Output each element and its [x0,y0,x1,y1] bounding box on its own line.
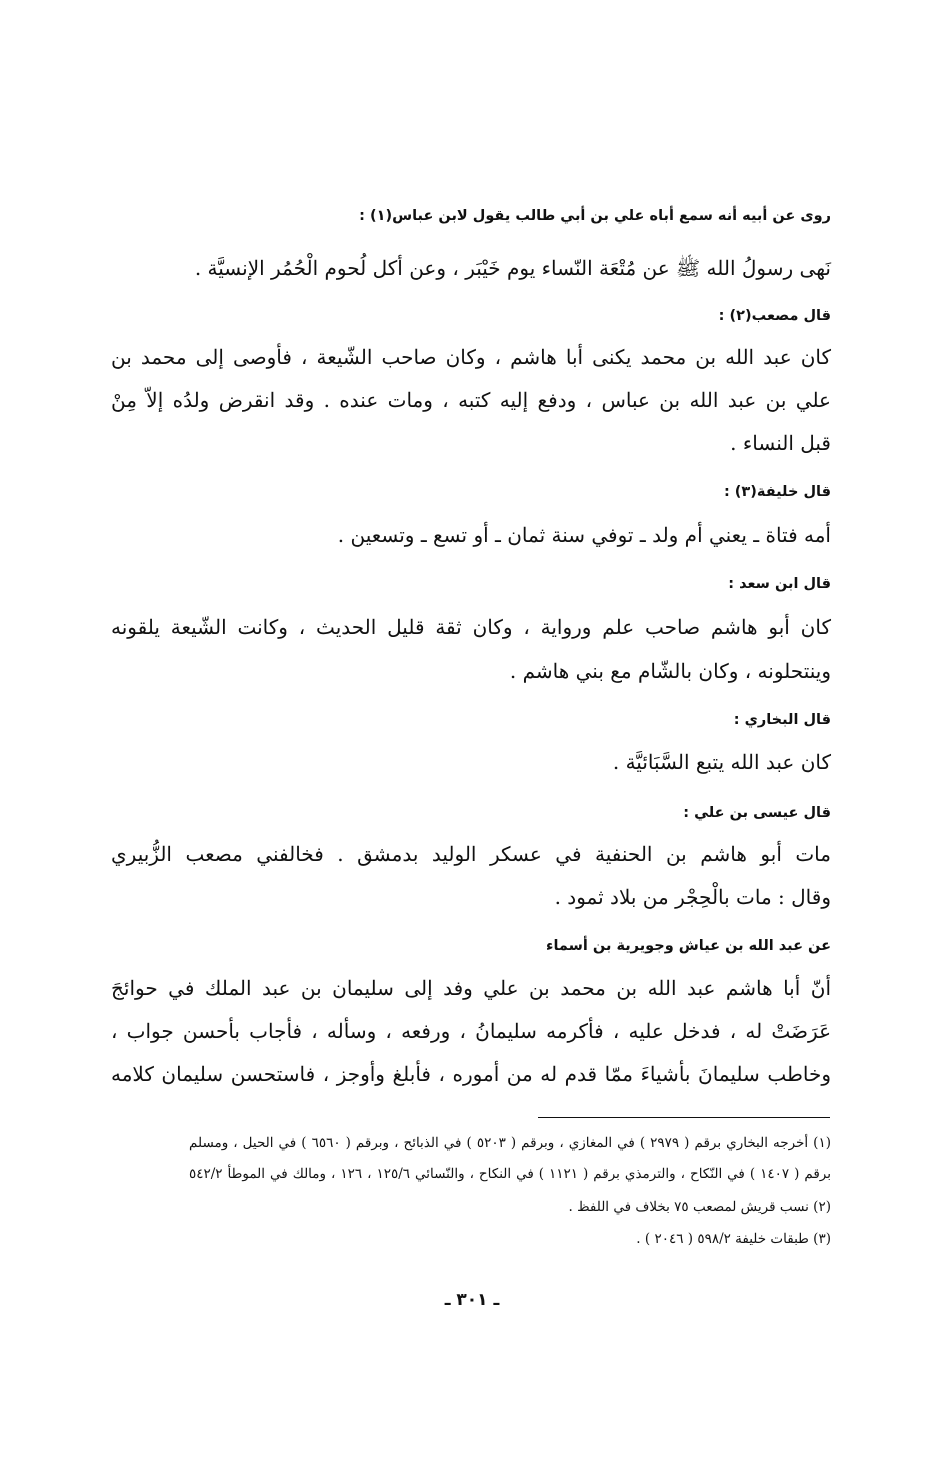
text-line: كان أبو هاشم صاحب علم ورواية ، وكان ثقة قليل الحديث ، وكانت الشّيعة يلقونه [111,615,831,639]
text-line: وينتحلونه ، وكان بالشّام مع بني هاشم . [509,659,831,683]
text-line: قبل النساء . [730,431,831,455]
section-heading: قال ابن سعد : [728,576,831,592]
text-line: أمه فتاة ـ يعني أم ولد ـ توفي سنة ثمان ـ أو تسع ـ وتسعين . [337,523,831,547]
text-line: مات أبو هاشم بن الحنفية في عسكر الوليد بدمشق . فخالفني مصعب الزُّبيري [111,842,831,866]
section-heading: قال خليفة(٣) : [723,484,831,500]
text-line: وقال : مات بالْحِجْر من بلاد ثمود . [554,885,831,909]
page-number: ـ ٣٠١ ـ [444,1290,500,1310]
footnote-line: برقم ( ١٤٠٧ ) في النّكاح ، والترمذي برقم ( ١١٢١ ) في النكاح ، والنّسائي ١٢٥/٦ ، ١٢٦ ، ومالك في الموطأ ٥٤٢/٢ [189,1166,831,1182]
text-line: أنّ أبا هاشم عبد الله بن محمد بن علي وفد إلى سليمان بن عبد الملك في حوائجَ [111,976,831,1000]
footnote-separator [538,1117,830,1118]
section-heading: قال عيسى بن علي : [683,805,831,821]
footnote-line: (٣) طبقات خليفة ٥٩٨/٢ ( ٢٠٤٦ ) . [636,1231,831,1247]
footnote-line: (٢) نسب قريش لمصعب ٧٥ بخلاف في اللفظ . [568,1199,831,1215]
section-heading: عن عبد الله بن عياش وجويرية بن أسماء [546,938,831,954]
text-line: وخاطب سليمانَ بأشياءَ ممّا قدم له من أموره ، فأبلغ وأوجز ، فاستحسن سليمان كلامه [111,1062,831,1086]
section-heading: روى عن أبيه أنه سمع أباه علي بن أبي طالب يقول لابن عباس(١) : [359,208,831,224]
section-heading: قال مصعب(٢) : [718,308,831,324]
footnote-line: (١) أخرجه البخاري برقم ( ٢٩٧٩ ) في المغازي ، وبرقم ( ٥٢٠٣ ) في الذبائح ، وبرقم ( ٦٥٦٠ ) في الحيل ، ومسلم [189,1135,831,1151]
section-heading: قال البخاري : [733,712,831,728]
text-line: عَرَضَتْ له ، فدخل عليه ، فأكرمه سليمانُ ، ورفعه ، وسأله ، فأجاب بأحسن جواب ، [111,1019,831,1043]
text-line: علي بن عبد الله بن عباس ، ودفع إليه كتبه ، ومات عنده . وقد انقرض ولدُه إلاّ مِنْ [111,388,831,412]
text-line: كان عبد الله بن محمد يكنى أبا هاشم ، وكان صاحب الشّيعة ، فأوصى إلى محمد بن [111,345,831,369]
text-line: نَهى رسولُ الله ﷺ عن مُتْعَة النّساء يوم خَيْبَر ، وعن أكل لُحوم الْحُمُر الإنسيَّة . [194,256,831,280]
text-line: كان عبد الله يتبع السَّبَائيَّة . [612,750,831,774]
